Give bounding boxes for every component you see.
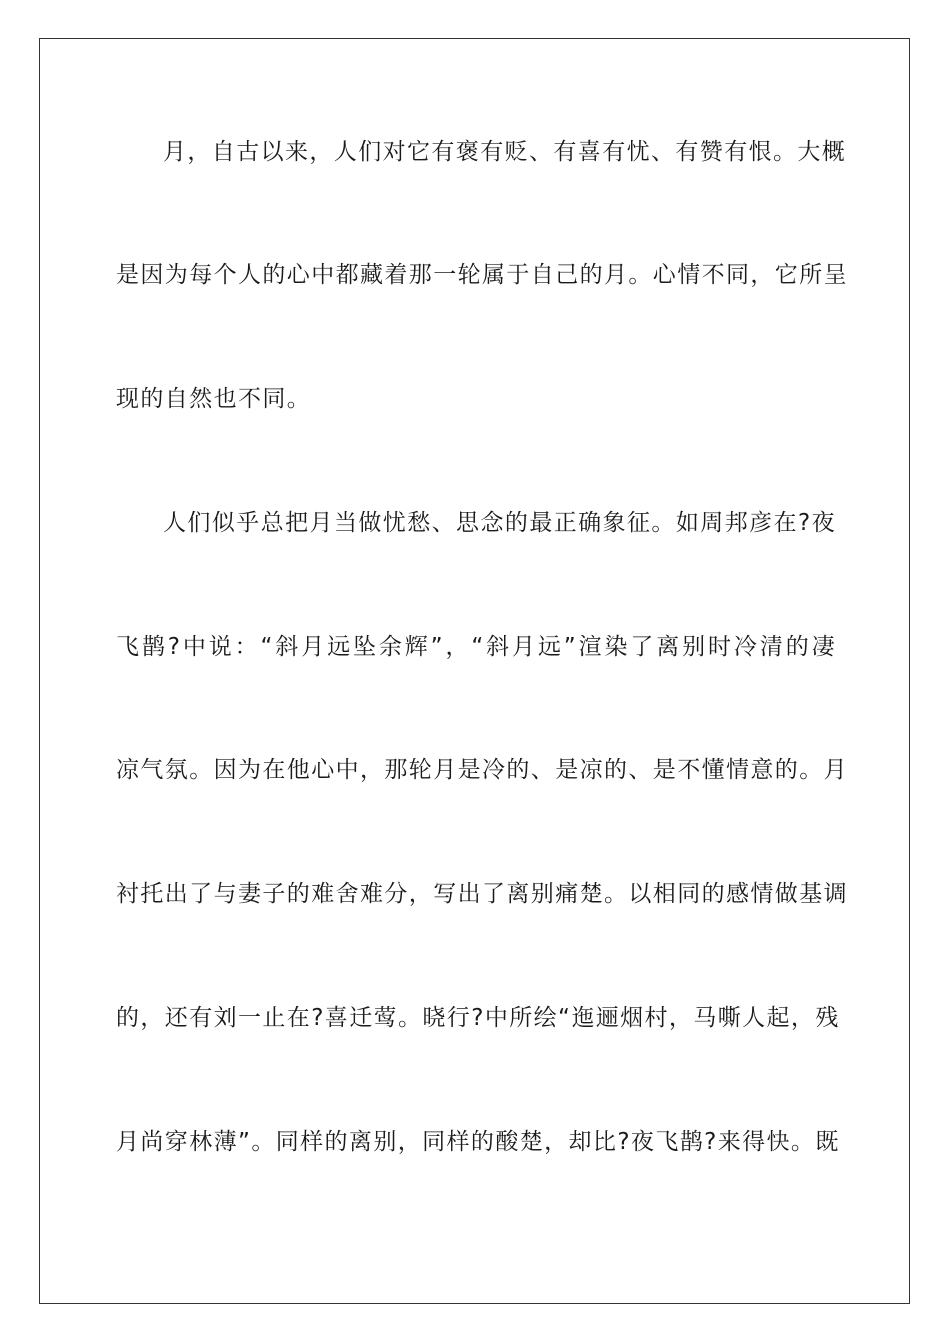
paragraph-2-line-6: 月尚穿林薄”。同样的离别，同样的酸楚，却比?夜飞鹊?来得快。既	[116, 1129, 840, 1155]
paragraph-2-line-3: 凉气氛。因为在他心中，那轮月是冷的、是凉的、是不懂情意的。月	[116, 757, 848, 783]
paragraph-2-line-4: 衬托出了与妻子的难舍难分，写出了离别痛楚。以相同的感情做基调	[116, 881, 848, 907]
paragraph-1-line-2: 是因为每个人的心中都藏着那一轮属于自己的月。心情不同，它所呈	[116, 262, 848, 288]
paragraph-2-line-1: 人们似乎总把月当做忧愁、思念的最正确象征。如周邦彦在?夜	[163, 510, 836, 536]
paragraph-2-line-2: 飞鹊?中说：“斜月远坠余辉”，“斜月远”渲染了离别时冷清的凄	[116, 634, 836, 660]
paragraph-1-line-1: 月，自古以来，人们对它有褒有贬、有喜有忧、有赞有恨。大概	[163, 139, 847, 165]
paragraph-1-line-3: 现的自然也不同。	[116, 386, 312, 412]
page-frame	[39, 38, 910, 1304]
paragraph-2-line-5: 的，还有刘一止在?喜迁莺。晓行?中所绘“迤逦烟村，马嘶人起，残	[116, 1005, 840, 1031]
